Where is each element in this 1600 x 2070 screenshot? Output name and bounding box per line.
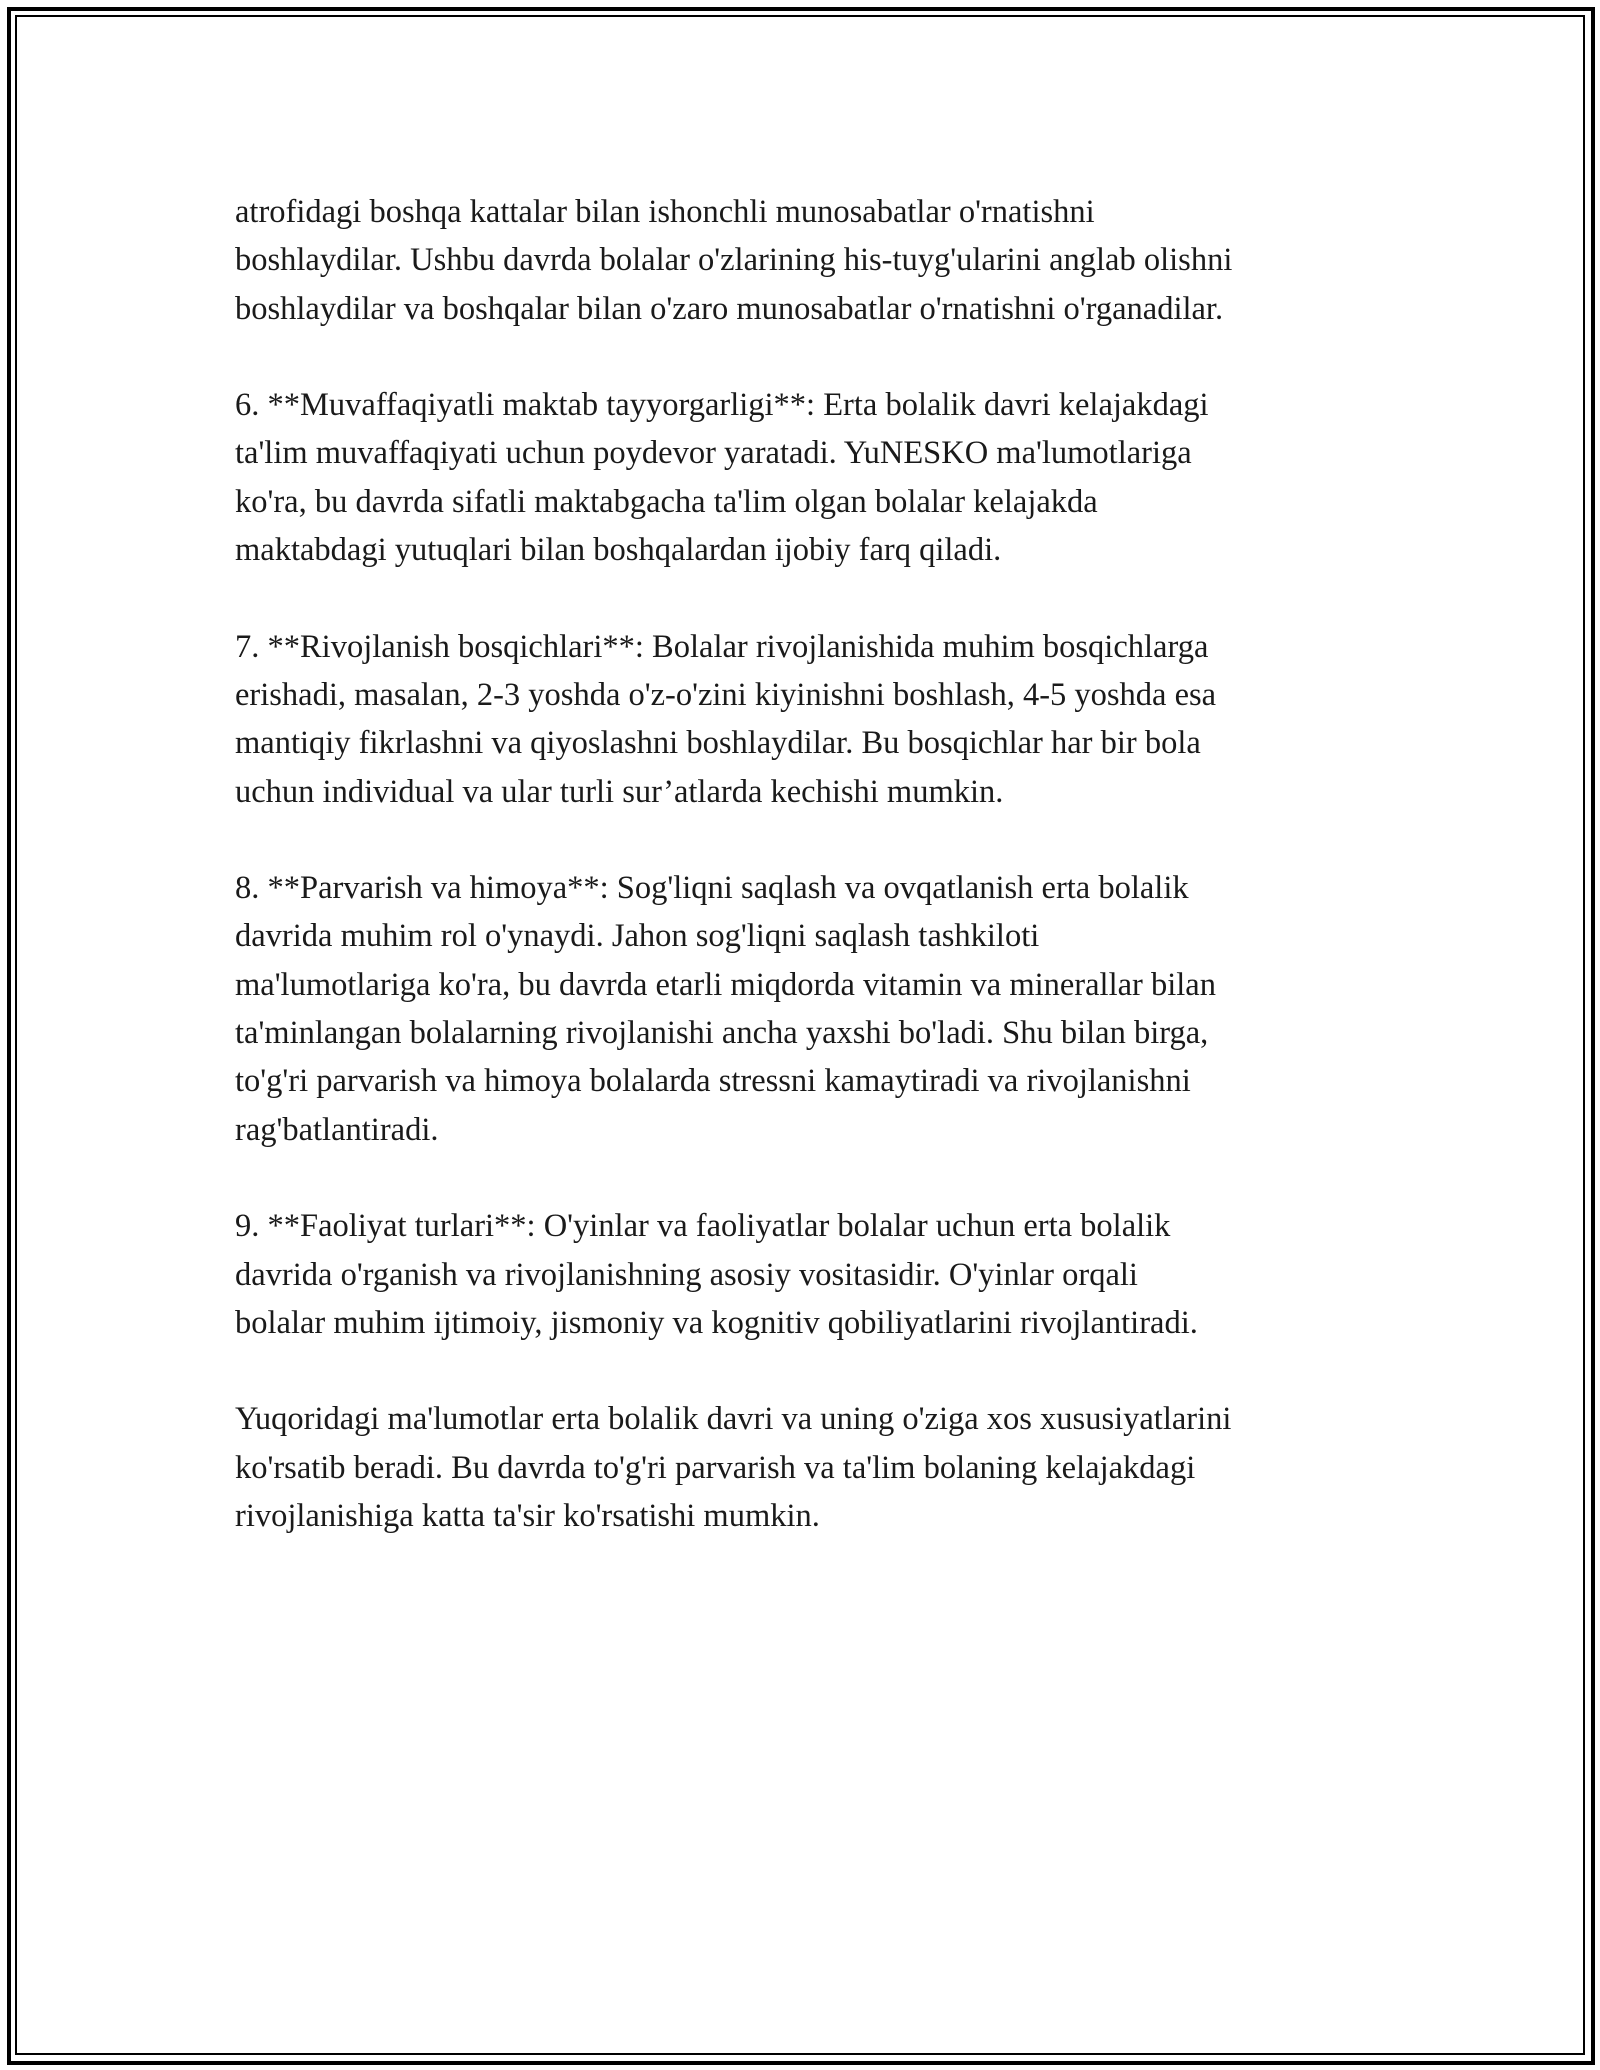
text-line: bolalar muhim ijtimoiy, jismoniy va kognitiv qobiliyatlarini rivojlantiradi. — [235, 1304, 1198, 1341]
text-line: 8. **Parvarish va himoya**: Sog'liqni saqlash va ovqatlanish erta bolalik — [235, 870, 1189, 907]
paragraph-conclusion — [235, 1395, 1385, 1540]
text-line: to'g'ri parvarish va himoya bolalarda stressni kamaytiradi va rivojlanishni — [235, 1063, 1191, 1100]
text-line: rivojlanishiga katta ta'sir ko'rsatishi mumkin. — [235, 1498, 820, 1535]
text-line: boshlaydilar va boshqalar bilan o'zaro munosabatlar o'rnatishni o'rganadilar. — [235, 290, 1224, 327]
text-line: boshlaydilar. Ushbu davrda bolalar o'zlarining his-tuyg'ularini anglab olishni — [235, 242, 1233, 279]
text-line: mantiqiy fikrlashni va qiyoslashni boshlaydilar. Bu bosqichlar har bir bola — [235, 725, 1201, 762]
paragraph-item-7 — [235, 623, 1385, 816]
text-line: davrida o'rganish va rivojlanishning asosiy vositasidir. O'yinlar orqali — [235, 1256, 1138, 1293]
text-line: rag'batlantiradi. — [235, 1111, 439, 1148]
text-line: 9. **Faoliyat turlari**: O'yinlar va faoliyatlar bolalar uchun erta bolalik — [235, 1208, 1171, 1245]
text-line: maktabdagi yutuqlari bilan boshqalardan ijobiy farq qiladi. — [235, 532, 1002, 569]
text-line: atrofidagi boshqa kattalar bilan ishonchli munosabatlar o'rnatishni — [235, 194, 1095, 230]
paragraph-item-6 — [235, 381, 1385, 574]
text-line: ta'minlangan bolalarning rivojlanishi ancha yaxshi bo'ladi. Shu bilan birga, — [235, 1015, 1209, 1052]
text-line: 7. **Rivojlanish bosqichlari**: Bolalar rivojlanishida muhim bosqichlarga — [235, 628, 1209, 665]
paragraph-item-9 — [235, 1202, 1385, 1347]
text-line: erishadi, masalan, 2-3 yoshda o'z-o'zini kiyinishni boshlash, 4-5 yoshda esa — [235, 676, 1217, 713]
document-body — [235, 188, 1385, 1589]
text-line: ko'rsatib beradi. Bu davrda to'g'ri parvarish va ta'lim bolaning kelajakdagi — [235, 1449, 1196, 1486]
text-line: davrida muhim rol o'ynaydi. Jahon sog'liqni saqlash tashkiloti — [235, 918, 1040, 955]
text-line: ma'lumotlariga ko'ra, bu davrda etarli miqdorda vitamin va minerallar bilan — [235, 966, 1216, 1003]
text-line: 6. **Muvaffaqiyatli maktab tayyorgarligi**: Erta bolalik davri kelajakdagi — [235, 387, 1209, 424]
paragraph-continuation — [235, 188, 1385, 333]
text-line: ko'ra, bu davrda sifatli maktabgacha ta'lim olgan bolalar kelajakda — [235, 483, 1098, 520]
text-line: Yuqoridagi ma'lumotlar erta bolalik davri va uning o'ziga xos xususiyatlarini — [235, 1401, 1232, 1438]
text-line: uchun individual va ular turli sur’atlarda kechishi mumkin. — [235, 773, 1004, 810]
paragraph-item-8 — [235, 864, 1385, 1154]
text-line: ta'lim muvaffaqiyati uchun poydevor yaratadi. YuNESKO ma'lumotlariga — [235, 435, 1192, 472]
